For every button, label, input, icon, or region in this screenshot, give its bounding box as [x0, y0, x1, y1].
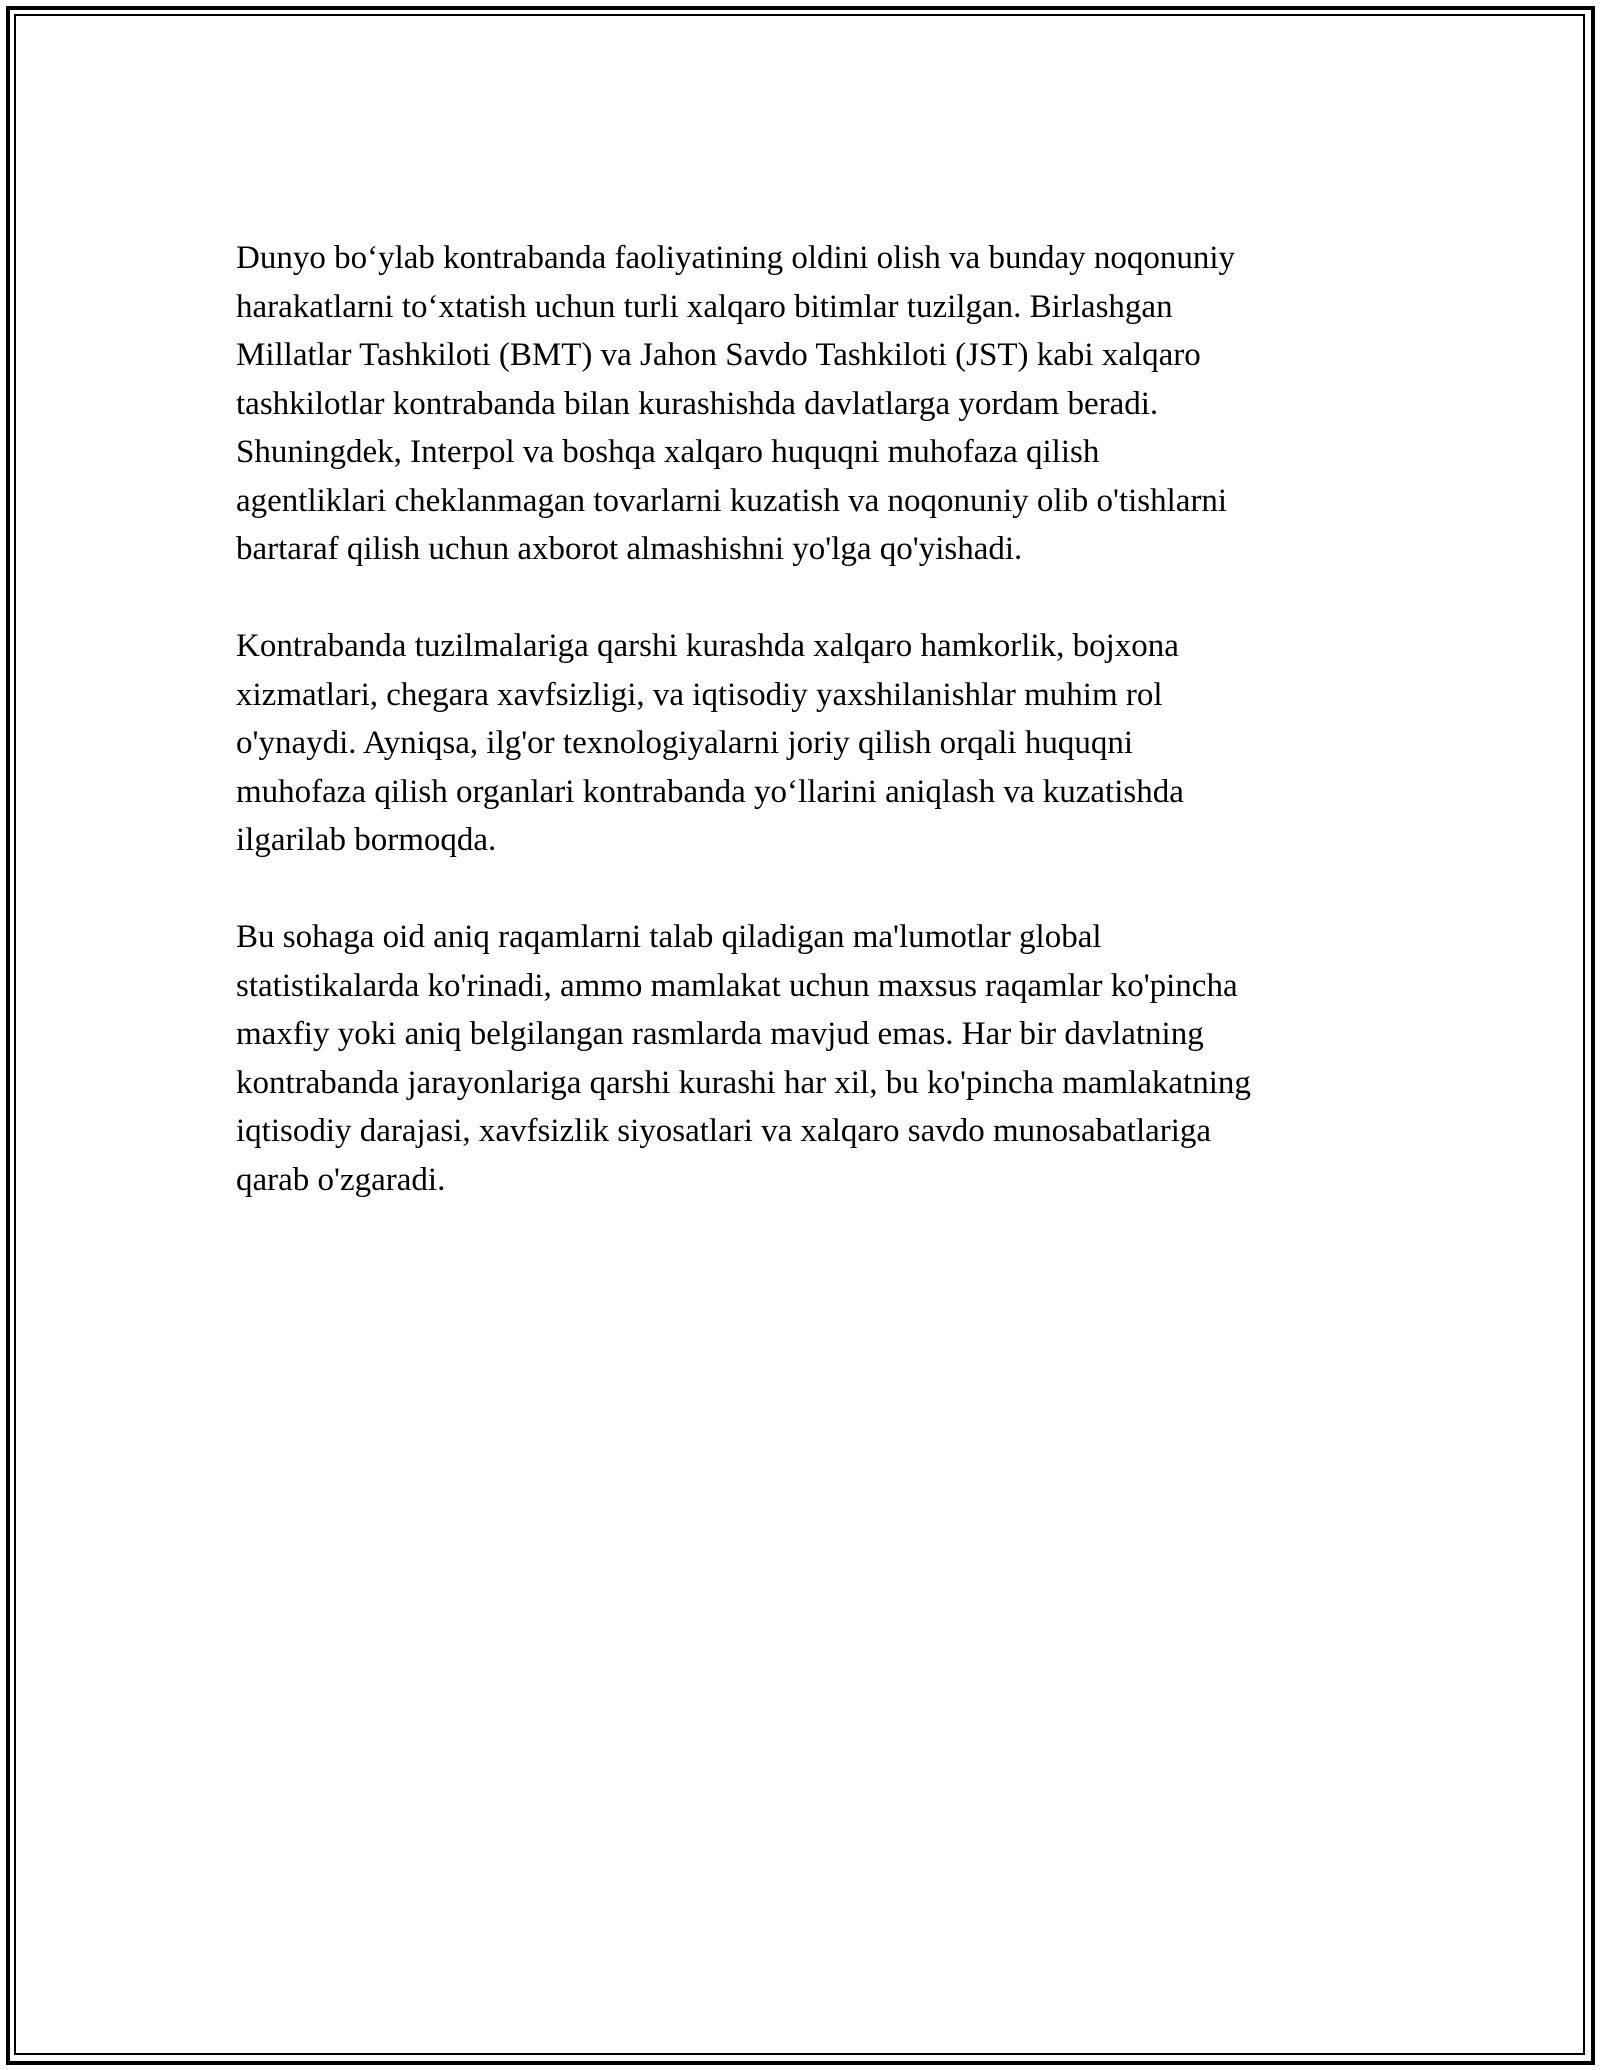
document-body — [236, 234, 1386, 1253]
paragraph-line: xizmatlari, chegara xavfsizligi, va iqtisodiy yaxshilanishlar muhim rol — [236, 676, 1163, 713]
paragraph-1 — [236, 234, 1386, 574]
paragraph-line: kontrabanda jarayonlariga qarshi kurashi har xil, bu ko'pincha mamlakatning — [236, 1064, 1251, 1101]
paragraph-2 — [236, 622, 1386, 865]
paragraph-line: bartaraf qilish uchun axborot almashishni yo'lga qo'yishadi. — [236, 531, 1023, 567]
paragraph-line: statistikalarda ko'rinadi, ammo mamlakat uchun maxsus raqamlar ko'pincha — [236, 967, 1238, 1004]
paragraph-line: Millatlar Tashkiloti (BMT) va Jahon Savdo Tashkiloti (JST) kabi xalqaro — [236, 337, 1201, 373]
paragraph-line: o'ynaydi. Ayniqsa, ilg'or texnologiyalarni joriy qilish orqali huquqni — [236, 725, 1134, 761]
paragraph-line: harakatlarni to‘xtatish uchun turli xalqaro bitimlar tuzilgan. Birlashgan — [236, 288, 1173, 325]
paragraph-line: Bu sohaga oid aniq raqamlarni talab qiladigan ma'lumotlar global — [236, 919, 1102, 955]
paragraph-line: agentliklari cheklanmagan tovarlarni kuzatish va noqonuniy olib o'tishlarni — [236, 482, 1228, 519]
paragraph-line: tashkilotlar kontrabanda bilan kurashishda davlatlarga yordam beradi. — [236, 385, 1159, 422]
paragraph-line: Kontrabanda tuzilmalariga qarshi kurashda xalqaro hamkorlik, bojxona — [236, 628, 1179, 664]
paragraph-line: Dunyo bo‘ylab kontrabanda faoliyatining oldini olish va bunday noqonuniy — [236, 240, 1236, 276]
paragraph-line: muhofaza qilish organlari kontrabanda yo‘llarini aniqlash va kuzatishda — [236, 773, 1184, 810]
paragraph-line: maxfiy yoki aniq belgilangan rasmlarda mavjud emas. Har bir davlatning — [236, 1016, 1204, 1052]
paragraph-line: iqtisodiy darajasi, xavfsizlik siyosatlari va xalqaro savdo munosabatlariga — [236, 1113, 1212, 1149]
paragraph-line: Shuningdek, Interpol va boshqa xalqaro huquqni muhofaza qilish — [236, 434, 1100, 470]
paragraph-line: ilgarilab bormoqda. — [236, 822, 497, 858]
paragraph-3 — [236, 913, 1386, 1204]
paragraph-line: qarab o'zgaradi. — [236, 1161, 446, 1198]
